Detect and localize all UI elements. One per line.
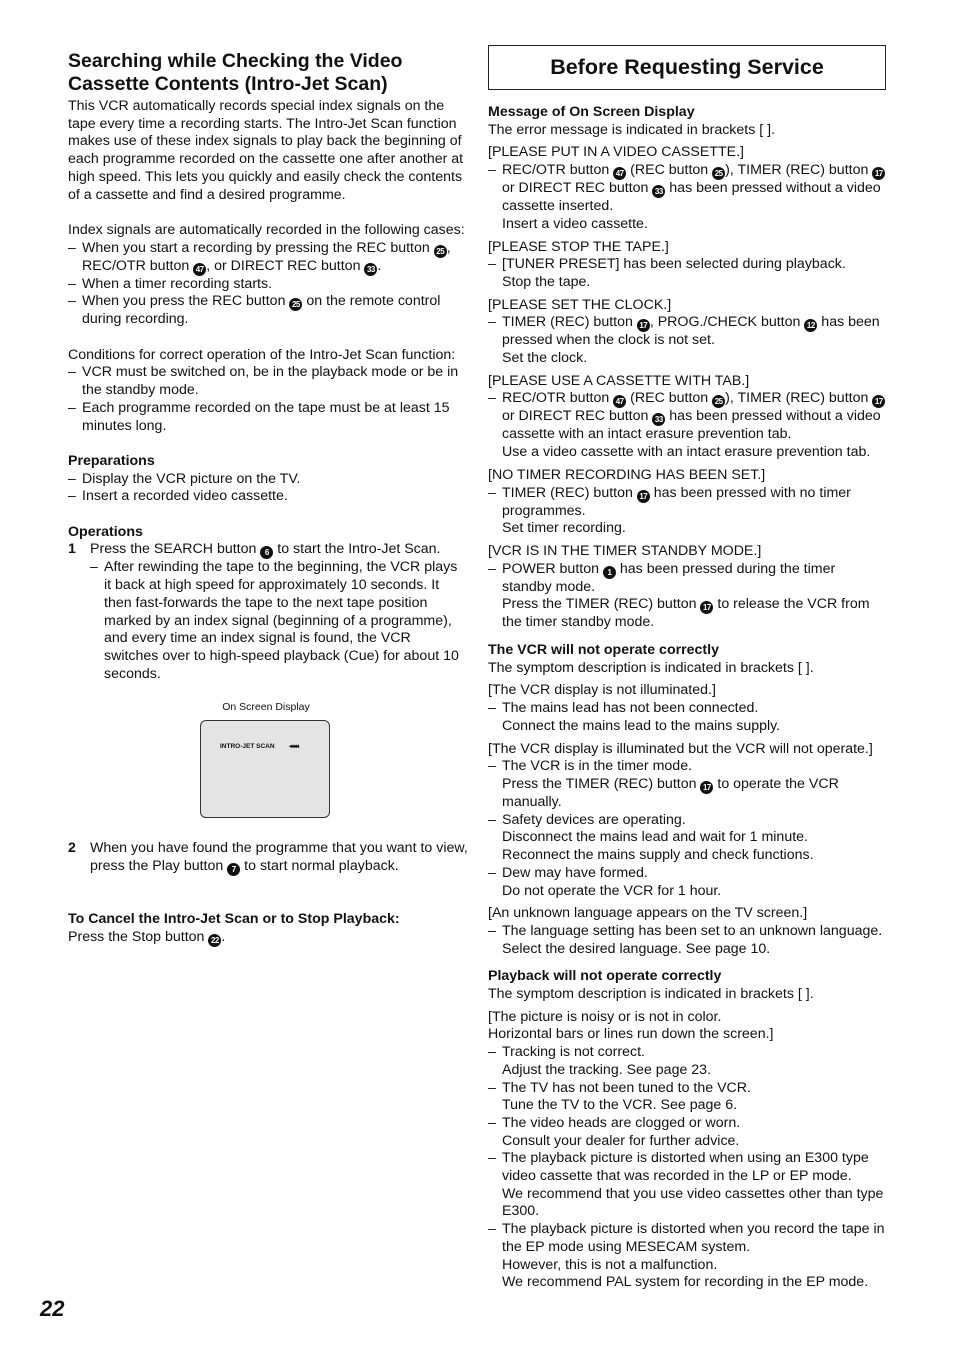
item-text: (REC button — [626, 162, 713, 179]
right-column — [488, 45, 888, 1292]
item-text: When you start a recording by pressing the REC button — [82, 239, 434, 256]
dash-bullet: – — [488, 811, 496, 828]
section-heading: Searching while Checking the Video Cassette Contents (Intro-Jet Scan) — [68, 50, 403, 95]
item-text: Press the TIMER (REC) button — [502, 596, 701, 613]
cancel-heading: To Cancel the Intro-Jet Scan or to Stop Playback: — [68, 911, 400, 928]
list-item — [68, 276, 468, 294]
cancel-text-part: . — [221, 928, 226, 945]
button-number-icon: 33 — [364, 263, 377, 276]
dash-bullet: – — [488, 314, 496, 331]
item-text: , — [446, 239, 451, 256]
cancel-text-part: Press the Stop button — [68, 928, 209, 945]
item-text: TIMER (REC) button — [502, 484, 637, 501]
item-text: REC/OTR button — [502, 390, 614, 407]
cancel-text — [68, 929, 468, 947]
button-number-icon: 33 — [652, 413, 665, 426]
item-text: Connect the mains lead to the mains supply. — [502, 717, 781, 734]
step-1 — [68, 541, 468, 559]
symptom-title: [The picture is noisy or is not in color. — [488, 1008, 722, 1025]
playback-heading: Playback will not operate correctly — [488, 968, 722, 985]
button-number-icon: 47 — [193, 263, 206, 276]
step-detail-text: After rewinding the tape to the beginning, the VCR plays it back at high speed for approximately 10 seconds. It then fast-forwards the tape to the next tape position marked by an index signal (beginning of a programme), and every time an index signal is found, the VCR switches over to high-speed playback (Cue) for about 10 seconds. — [104, 559, 459, 682]
message-title: [VCR IS IN THE TIMER STANDBY MODE.] — [488, 542, 762, 559]
page-number: 22 — [40, 1296, 65, 1321]
item-text: The video heads are clogged or worn. — [502, 1114, 741, 1131]
item-text: on the remote control during recording. — [82, 293, 441, 328]
dash-bullet: – — [488, 256, 496, 273]
list-item — [488, 256, 888, 291]
button-number-icon: 25 — [434, 245, 447, 258]
item-text: , or DIRECT REC button — [206, 257, 365, 274]
symptom-title: Horizontal bars or lines run down the screen.] — [488, 1026, 774, 1043]
step-text: to start the Intro-Jet Scan. — [273, 541, 441, 558]
item-text: has been pressed with no timer programmes. — [502, 484, 851, 519]
item-text: Dew may have formed. — [502, 864, 648, 881]
osd-caption: On Screen Display — [222, 701, 310, 714]
item-text: Safety devices are operating. — [502, 811, 686, 828]
dash-bullet: – — [488, 1044, 496, 1061]
dash-bullet: – — [488, 162, 496, 179]
item-text: VCR must be switched on, be in the playback mode or be in the standby mode. — [82, 364, 459, 399]
rewind-arrows-icon: ◂◂◂◂ — [289, 743, 299, 751]
item-text: REC/OTR button — [82, 257, 194, 274]
step-text: to start normal playback. — [240, 858, 399, 875]
item-text: We recommend PAL system for recording in the EP mode. — [502, 1274, 869, 1291]
dash-bullet: – — [488, 1079, 496, 1096]
item-text: The TV has not been tuned to the VCR. — [502, 1079, 751, 1096]
item-text: or DIRECT REC button — [502, 180, 653, 197]
list-item — [488, 812, 888, 865]
item-text: to operate the VCR manually. — [502, 775, 839, 810]
list-item — [488, 1080, 888, 1115]
osd-messages-intro: The error message is indicated in brackets [ ]. — [488, 121, 776, 138]
on-screen-display-figure — [200, 701, 332, 818]
symptom-title: [The VCR display is not illuminated.] — [488, 682, 716, 699]
button-number-icon: 47 — [613, 167, 626, 180]
list-item — [488, 485, 888, 538]
item-text: The mains lead has not been connected. — [502, 700, 759, 717]
symptom-title: [The VCR display is illuminated but the VCR will not operate.] — [488, 740, 873, 757]
item-text: ), TIMER (REC) button — [725, 390, 869, 407]
list-item — [488, 1115, 888, 1150]
osd-messages-heading: Message of On Screen Display — [488, 104, 695, 120]
dash-bullet: – — [90, 559, 98, 576]
list-item — [488, 1150, 888, 1221]
item-text: Insert a recorded video cassette. — [82, 488, 288, 505]
list-item — [488, 865, 888, 900]
message-title: [PLEASE STOP THE TAPE.] — [488, 238, 669, 255]
message-title: [NO TIMER RECORDING HAS BEEN SET.] — [488, 466, 766, 483]
item-text: The language setting has been set to an unknown language. — [502, 922, 883, 939]
dash-bullet: – — [68, 239, 76, 256]
item-text: The playback picture is distorted when you record the tape in the EP mode using MESECAM system. — [502, 1221, 885, 1255]
item-text: REC/OTR button — [502, 162, 614, 179]
list-item — [68, 364, 468, 399]
item-text: Set timer recording. — [502, 520, 626, 537]
list-item — [488, 923, 888, 958]
dash-bullet: – — [488, 390, 496, 407]
item-text: to release the VCR from the timer standby mode. — [502, 596, 870, 631]
list-item — [488, 758, 888, 811]
item-text: (REC button — [626, 390, 713, 407]
item-text: , PROG./CHECK button — [649, 314, 805, 331]
intro-paragraph: This VCR automatically records special index signals on the tape every time a recording starts. The Intro-Jet Scan function makes use of these index signals to play back the beginning of each programme recorded on the cassette one after another at high speed. This lets you quickly and easily check the contents of a cassette and find a desired programme. — [68, 98, 464, 203]
title-box — [488, 45, 886, 90]
item-text: [TUNER PRESET] has been selected during playback. — [502, 256, 846, 273]
step-2 — [68, 840, 468, 876]
item-text: The playback picture is distorted when using an E300 type video cassette that was recorded in the LP or EP mode. — [502, 1150, 869, 1185]
item-text: Select the desired language. See page 10. — [502, 940, 771, 957]
list-item — [488, 1221, 888, 1292]
item-text: has been pressed when the clock is not set. — [502, 314, 880, 349]
item-text: Tune the TV to the VCR. See page 6. — [502, 1097, 738, 1114]
dash-bullet: – — [488, 484, 496, 501]
button-number-icon: 17 — [700, 601, 713, 614]
item-text: When a timer recording starts. — [82, 275, 273, 292]
item-text: Tracking is not correct. — [502, 1044, 645, 1061]
dash-bullet: – — [488, 700, 496, 717]
button-number-icon: 17 — [872, 395, 885, 408]
button-number-icon: 7 — [227, 863, 240, 876]
step-1-detail — [68, 559, 468, 683]
button-number-icon: 17 — [872, 167, 885, 180]
list-item — [488, 561, 888, 632]
item-text: Disconnect the mains lead and wait for 1 minute. — [502, 829, 808, 846]
page-title: Before Requesting Service — [550, 54, 824, 79]
button-number-icon: 17 — [637, 490, 650, 503]
list-item — [488, 162, 888, 233]
step-text: When you have found the programme that you want to view, press the Play button — [90, 840, 468, 875]
dash-bullet: – — [68, 293, 76, 310]
dash-bullet: – — [488, 560, 496, 577]
item-text: POWER button — [502, 560, 603, 577]
button-number-icon: 6 — [260, 546, 273, 559]
osd-text: INTRO-JET SCAN — [220, 743, 275, 751]
item-text: When you press the REC button — [82, 293, 290, 310]
dash-bullet: – — [488, 864, 496, 881]
dash-bullet: – — [68, 399, 76, 416]
item-text: has been pressed without a video cassette inserted. — [502, 180, 881, 215]
item-text: Insert a video cassette. — [502, 215, 648, 232]
dash-bullet: – — [68, 275, 76, 292]
dash-bullet: – — [68, 470, 76, 487]
item-text: Stop the tape. — [502, 273, 591, 290]
button-number-icon: 12 — [804, 319, 817, 332]
item-text: The VCR is in the timer mode. — [502, 758, 693, 775]
dash-bullet: – — [68, 364, 76, 381]
item-text: Do not operate the VCR for 1 hour. — [502, 882, 722, 899]
dash-bullet: – — [488, 1114, 496, 1131]
button-number-icon: 17 — [700, 781, 713, 794]
item-text: . — [377, 257, 382, 274]
vcr-not-operate-intro: The symptom description is indicated in brackets [ ]. — [488, 659, 814, 676]
button-number-icon: 47 — [613, 395, 626, 408]
item-text: Set the clock. — [502, 350, 588, 367]
vcr-not-operate-heading: The VCR will not operate correctly — [488, 642, 719, 659]
list-item — [68, 488, 468, 506]
list-item — [488, 1044, 888, 1079]
item-text: ), TIMER (REC) button — [725, 162, 869, 179]
item-text: We recommend that you use video cassettes other than type E300. — [502, 1185, 884, 1220]
list-item — [68, 293, 468, 329]
list-item — [488, 390, 888, 461]
item-text: Adjust the tracking. See page 23. — [502, 1061, 712, 1078]
item-text: Display the VCR picture on the TV. — [82, 470, 301, 487]
list-item — [488, 700, 888, 735]
dash-bullet: – — [488, 758, 496, 775]
item-text: has been pressed without a video cassette with an intact erasure prevention tab. — [502, 408, 881, 443]
tv-screen — [200, 720, 330, 818]
message-title: [PLEASE USE A CASSETTE WITH TAB.] — [488, 372, 750, 389]
operations-heading: Operations — [68, 523, 143, 540]
list-item — [68, 240, 468, 276]
step-number: 1 — [68, 541, 76, 558]
item-text: Reconnect the mains supply and check functions. — [502, 847, 814, 864]
button-number-icon: 33 — [652, 185, 665, 198]
button-number-icon: 22 — [208, 934, 221, 947]
item-text: or DIRECT REC button — [502, 408, 653, 425]
dash-bullet: – — [68, 488, 76, 505]
list-item — [68, 471, 468, 489]
step-text: Press the SEARCH button — [90, 541, 261, 558]
index-intro: Index signals are automatically recorded in the following cases: — [68, 221, 465, 238]
conditions-intro: Conditions for correct operation of the Intro-Jet Scan function: — [68, 346, 456, 363]
message-title: [PLEASE SET THE CLOCK.] — [488, 296, 672, 313]
button-number-icon: 25 — [289, 298, 302, 311]
left-column — [68, 50, 468, 947]
button-number-icon: 25 — [712, 167, 725, 180]
list-item — [488, 314, 888, 367]
dash-bullet: – — [488, 1150, 496, 1167]
item-text: TIMER (REC) button — [502, 314, 637, 331]
button-number-icon: 17 — [637, 319, 650, 332]
dash-bullet: – — [488, 922, 496, 939]
step-number: 2 — [68, 840, 76, 857]
list-item — [68, 400, 468, 435]
dash-bullet: – — [488, 1221, 496, 1238]
button-number-icon: 1 — [603, 566, 616, 579]
button-number-icon: 25 — [712, 395, 725, 408]
item-text: Consult your dealer for further advice. — [502, 1132, 740, 1149]
item-text: Use a video cassette with an intact erasure prevention tab. — [502, 444, 871, 461]
symptom-title: [An unknown language appears on the TV screen.] — [488, 905, 808, 922]
message-title: [PLEASE PUT IN A VIDEO CASSETTE.] — [488, 144, 744, 161]
playback-intro: The symptom description is indicated in brackets [ ]. — [488, 986, 814, 1003]
item-text: has been pressed during the timer standby mode. — [502, 560, 836, 595]
item-text: Press the TIMER (REC) button — [502, 775, 701, 792]
item-text: However, this is not a malfunction. — [502, 1256, 718, 1273]
preparations-heading: Preparations — [68, 452, 155, 469]
item-text: Each programme recorded on the tape must be at least 15 minutes long. — [82, 399, 450, 434]
